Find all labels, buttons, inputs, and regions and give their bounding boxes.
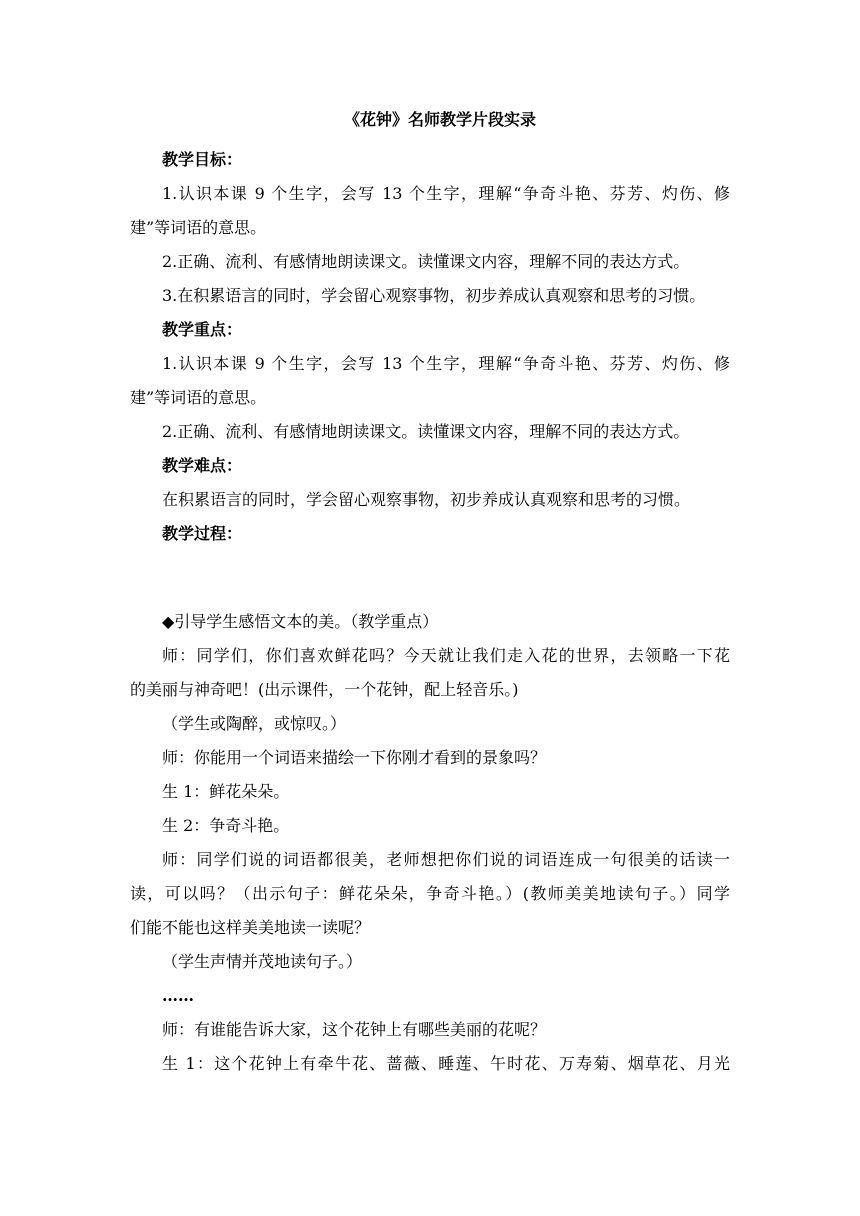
goal-3: 3.在积累语言的同时，学会留心观察事物，初步养成认真观察和思考的习惯。 (162, 286, 706, 305)
ellipsis: …… (162, 986, 194, 1005)
process-heading: 教学过程： (162, 524, 243, 543)
key-point-2: 2.正确、流利、有感情地朗读课文。读懂课文内容，理解不同的表达方式。 (162, 422, 690, 441)
section-spacer (130, 558, 730, 612)
key-points-heading: 教学重点： (162, 320, 243, 339)
goal-1-line-1: 1.认识本课 9 个生字，会写 13 个生字，理解“争奇斗艳、芬芳、灼伤、修 (162, 184, 730, 203)
key-point-1-line-2: 建”等词语的意思。 (130, 388, 267, 407)
process-paragraph-7-line-3: 们能不能也这样美美地读一读呢？ (130, 918, 371, 937)
process-paragraph-11: 生 1：这个花钟上有牵牛花、蔷薇、睡莲、午时花、万寿菊、烟草花、月光 (162, 1054, 730, 1073)
difficulty-text: 在积累语言的同时，学会留心观察事物，初步养成认真观察和思考的习惯。 (162, 490, 691, 509)
process-paragraph-5: 生 1：鲜花朵朵。 (162, 782, 290, 801)
difficulty-heading: 教学难点： (162, 456, 243, 475)
document-title: 《花钟》名师教学片段实录 (343, 110, 536, 129)
process-paragraph-2-line-2: 的美丽与神奇吧！(出示课件，一个花钟，配上轻音乐。) (130, 680, 519, 699)
key-point-1-line-1: 1.认识本课 9 个生字，会写 13 个生字，理解“争奇斗艳、芬芳、灼伤、修 (162, 354, 730, 373)
process-paragraph-10: 师：有谁能告诉大家，这个花钟上有哪些美丽的花呢？ (162, 1020, 547, 1039)
process-paragraph-8: （学生声情并茂地读句子。） (162, 952, 363, 971)
process-paragraph-1: ◆引导学生感悟文本的美。（教学重点） (162, 612, 439, 631)
process-paragraph-2-line-1: 师：同学们，你们喜欢鲜花吗？今天就让我们走入花的世界，去领略一下花 (162, 646, 730, 665)
process-paragraph-3: （学生或陶醉，或惊叹。） (162, 714, 347, 733)
process-paragraph-6: 生 2：争奇斗艳。 (162, 816, 290, 835)
goals-heading: 教学目标： (162, 150, 243, 169)
process-paragraph-4: 师：你能用一个词语来描绘一下你刚才看到的景象吗？ (162, 748, 547, 767)
goal-1-line-2: 建”等词语的意思。 (130, 218, 267, 237)
document-page (130, 110, 730, 1088)
process-paragraph-7-line-2: 读，可以吗？（出示句子：鲜花朵朵，争奇斗艳。）(教师美美地读句子。）同学 (130, 884, 730, 903)
process-paragraph-7-line-1: 师：同学们说的词语都很美，老师想把你们说的词语连成一句很美的话读一 (162, 850, 730, 869)
goal-2: 2.正确、流利、有感情地朗读课文。读懂课文内容，理解不同的表达方式。 (162, 252, 690, 271)
